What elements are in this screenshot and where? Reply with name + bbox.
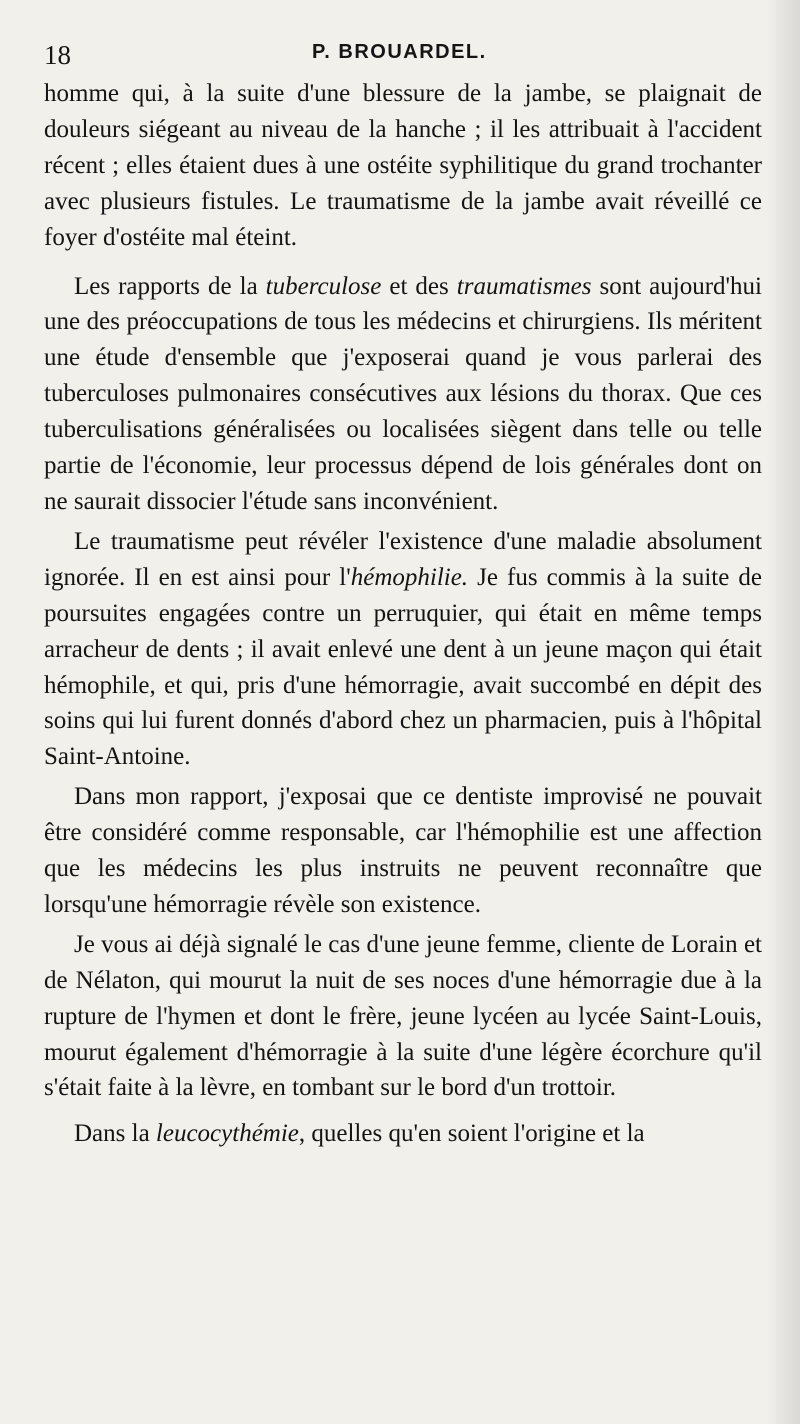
italic-term: traumatismes bbox=[456, 272, 592, 300]
page-header bbox=[44, 40, 760, 76]
page-number: 18 bbox=[44, 40, 71, 70]
text-run: Le traumatisme peut révéler l'existence d'une maladie absolument ignorée. Il en est ainsi pour l' bbox=[44, 527, 762, 591]
italic-term: leucocythémie bbox=[155, 1120, 299, 1148]
text-run: sont aujourd'hui une des préoccupations de tous les médecins et chirurgiens. Ils méritent une étude d'ensemble que j'exposerai quand je vous parlerai des tuberculoses pulmonaires consécutives aux lésions du thorax. Que ces tuberculisations généralisées ou localisées siègent dans telle ou telle partie de l'économie, leur processus dépend de lois générales dont on ne saurait dissocier l'étude sans inconvénient. bbox=[44, 272, 762, 515]
paragraph bbox=[44, 76, 762, 256]
paragraph bbox=[44, 269, 762, 520]
running-head: P. BROUARDEL. bbox=[312, 41, 487, 63]
italic-term: hémophilie. bbox=[350, 563, 469, 591]
paragraph bbox=[44, 927, 762, 1107]
text-run: Je fus commis à la suite de poursuites engagées contre un perruquier, qui était en même temps arracheur de dents ; il avait enlevé une dent à un jeune maçon qui était hémophile, et qui, pris d'une hémorragie, avait succombé en dépit des soins qui lui furent donnés d'abord chez un pharmacien, puis à l'hôpital Saint-Antoine. bbox=[44, 563, 762, 771]
paragraph bbox=[44, 779, 762, 923]
paragraph bbox=[44, 524, 762, 775]
text-run: Dans la bbox=[74, 1120, 156, 1148]
text-run: Les rapports de la bbox=[74, 272, 266, 300]
paragraph bbox=[44, 1116, 762, 1152]
italic-term: tuberculose bbox=[265, 272, 382, 300]
text-run: homme qui, à la suite d'une blessure de la jambe, se plaignait de douleurs siégeant au niveau de la hanche ; il les attribuait à l'accident récent ; elles étaient dues à une ostéite syphilitique du grand trochanter avec plusieurs fistules. Le traumatisme de la jambe avait réveillé ce foyer d'ostéite mal éteint. bbox=[44, 80, 762, 251]
text-run: Dans mon rapport, j'exposai que ce dentiste improvisé ne pouvait être considéré comme responsable, car l'hémophilie est une affection que les médecins les plus instruits ne peuvent reconnaître que lorsqu'une hémorragie révèle son existence. bbox=[44, 783, 762, 918]
body-text bbox=[44, 76, 762, 1152]
text-run: , quelles qu'en soient l'origine et la bbox=[298, 1120, 645, 1148]
text-run: et des bbox=[381, 272, 457, 300]
page-edge-shadow bbox=[766, 0, 800, 1424]
text-run: Je vous ai déjà signalé le cas d'une jeune femme, cliente de Lorain et de Nélaton, qui mourut la nuit de ses noces d'une hémorragie due à la rupture de l'hymen et dont le frère, jeune lycéen au lycée Saint-Louis, mourut également d'hémorragie à la suite d'une légère écorchure qu'il s'était faite à la lèvre, en tombant sur le bord d'un trottoir. bbox=[44, 930, 762, 1102]
